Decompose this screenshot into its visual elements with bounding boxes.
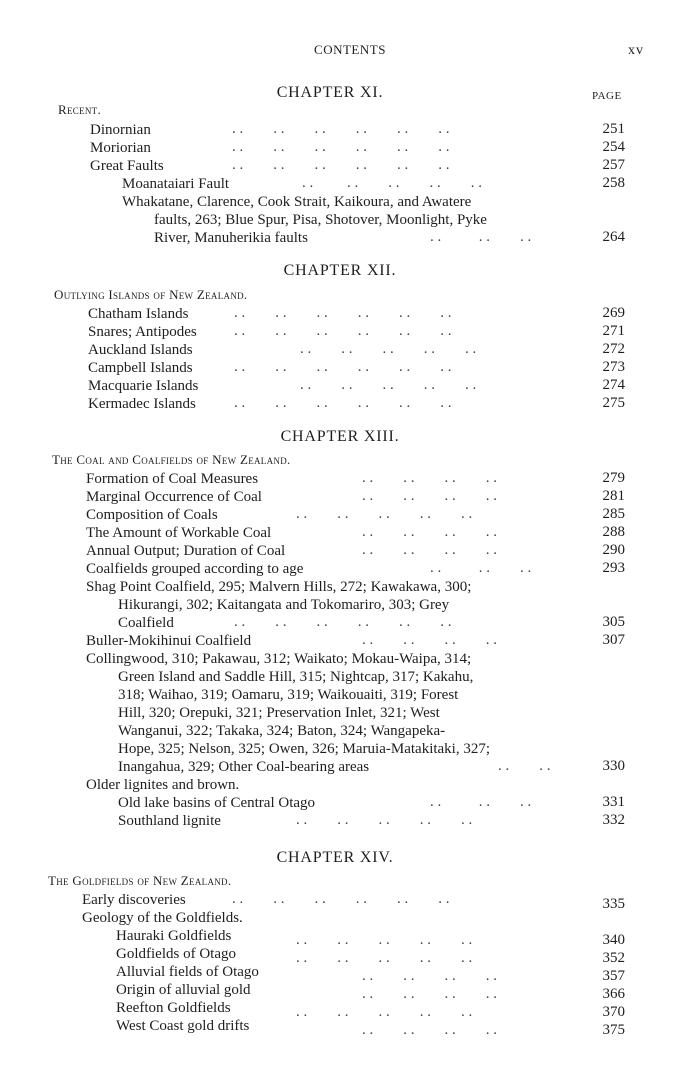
page-number: 275: [602, 395, 625, 411]
entry-auckland-islands: Auckland Islands: [88, 342, 193, 358]
page-number: 332: [602, 812, 625, 828]
entry-formation-of-coal-measures: Formation of Coal Measures: [86, 471, 259, 487]
leader-dots: . . . . . . . . . .: [302, 175, 482, 191]
leader-dots: . . . . . . . . . . . .: [234, 614, 452, 630]
entry-chatham-islands: Chatham Islands: [88, 306, 189, 322]
entry-amount-of-workable-coal: The Amount of Workable Coal: [86, 525, 272, 541]
page-number: 251: [602, 121, 625, 137]
page-number: 331: [602, 794, 625, 810]
page-number: 274: [602, 377, 625, 393]
section-goldfields: The Goldfields of New Zealand.: [48, 873, 232, 888]
entry-moanataiari-fault: Moanataiari Fault: [122, 176, 230, 192]
entry-whakatane-line-2: faults, 263; Blue Spur, Pisa, Shotover, Moonlight, Pyke: [154, 212, 487, 228]
page-number: 285: [602, 506, 625, 522]
leader-dots: . . . . . . . .: [362, 524, 497, 540]
chapter-xiv-title: CHAPTER XIV.: [276, 849, 394, 866]
entry-moriorian: Moriorian: [90, 140, 151, 156]
page-number: 335: [602, 896, 625, 912]
entry-coalfields-grouped-by-age: Coalfields grouped according to age: [86, 561, 304, 577]
leader-dots: . . . . . . . . . . . .: [234, 395, 452, 411]
chapter-xiii-title: CHAPTER XIII.: [280, 428, 400, 445]
entry-great-faults: Great Faults: [90, 158, 164, 174]
page-number: 279: [602, 470, 625, 486]
entry-collingwood-line-1: Collingwood, 310; Pakawau, 312; Waikato; Mokau-Waipa, 314;: [86, 651, 472, 667]
leader-dots: . . . . . . . . . .: [296, 1004, 473, 1020]
entry-hauraki-goldfields: Hauraki Goldfields: [116, 928, 232, 944]
page-number: 258: [602, 175, 625, 191]
leader-dots: . . . . . . . . . . . .: [234, 323, 452, 339]
leader-dots: . . . . . .: [430, 560, 532, 576]
leader-dots: . . . . . .: [430, 229, 532, 245]
leader-dots: . . . . . . . . . .: [296, 506, 473, 522]
leader-dots: . . . . . . . . . . . .: [232, 891, 450, 907]
entry-collingwood-line-6: Hope, 325; Nelson, 325; Owen, 326; Maruia-Matakitaki, 327;: [118, 741, 491, 757]
leader-dots: . . . . . . . . . .: [296, 812, 473, 828]
chapter-xi-title: CHAPTER XI.: [276, 84, 384, 101]
entry-macquarie-islands: Macquarie Islands: [88, 378, 199, 394]
leader-dots: . . . . . . . . . .: [300, 377, 477, 393]
entry-shag-point-line-2: Hikurangi, 302; Kaitangata and Tokomariro, 303; Grey: [118, 597, 450, 613]
leader-dots: . . . . . . . . . . . .: [232, 139, 450, 155]
leader-dots: . . . .: [498, 758, 551, 774]
section-recent: Recent.: [58, 102, 102, 117]
entry-whakatane-line-1: Whakatane, Clarence, Cook Strait, Kaikoura, and Awatere: [122, 194, 472, 210]
page-number: 281: [602, 488, 625, 504]
entry-collingwood-line-5: Wanganui, 322; Takaka, 324; Baton, 324; Wangapeka-: [118, 723, 446, 739]
leader-dots: . . . . . .: [430, 794, 532, 810]
page-number: 375: [602, 1022, 625, 1038]
leader-dots: . . . . . . . . . . . .: [234, 359, 452, 375]
leader-dots: . . . . . . . .: [362, 968, 497, 984]
entry-shag-point-line-1: Shag Point Coalfield, 295; Malvern Hills, 272; Kawakawa, 300;: [86, 579, 472, 595]
page-number: 290: [602, 542, 625, 558]
page-number: 293: [602, 560, 625, 576]
page-number: 257: [602, 157, 625, 173]
page-number: 271: [602, 323, 625, 339]
folio: xv: [628, 43, 644, 58]
leader-dots: . . . . . . . . . .: [296, 932, 473, 948]
page-number: 366: [602, 986, 625, 1002]
page-number: 273: [602, 359, 625, 375]
leader-dots: . . . . . . . . . . . .: [234, 305, 452, 321]
entry-collingwood-line-3: 318; Waihao, 319; Oamaru, 319; Waikouaiti, 319; Forest: [118, 687, 459, 703]
leader-dots: . . . . . . . .: [362, 632, 497, 648]
page-number: 370: [602, 1004, 625, 1020]
entry-campbell-islands: Campbell Islands: [88, 360, 193, 376]
page-number: 272: [602, 341, 625, 357]
page-number: 330: [602, 758, 625, 774]
leader-dots: . . . . . . . .: [362, 542, 497, 558]
entry-early-discoveries: Early discoveries: [82, 892, 186, 908]
entry-collingwood-line-7: Inangahua, 329; Other Coal-bearing areas: [118, 759, 370, 775]
page-number: 264: [602, 229, 625, 245]
entry-old-lake-basins: Old lake basins of Central Otago: [118, 795, 316, 811]
section-outlying-islands: Outlying Islands of New Zealand.: [54, 287, 248, 302]
entry-shag-point-line-3: Coalfield: [118, 615, 174, 631]
leader-dots: . . . . . . . .: [362, 470, 497, 486]
entry-southland-lignite: Southland lignite: [118, 813, 221, 829]
entry-collingwood-line-4: Hill, 320; Orepuki, 321; Preservation Inlet, 321; West: [118, 705, 440, 721]
leader-dots: . . . . . . . .: [362, 1022, 497, 1038]
entry-buller-mokihinui: Buller-Mokihinui Coalfield: [86, 633, 252, 649]
entry-goldfields-of-otago: Goldfields of Otago: [116, 946, 236, 962]
entry-collingwood-line-2: Green Island and Saddle Hill, 315; Nightcap, 317; Kakahu,: [118, 669, 474, 685]
page-number: 352: [602, 950, 625, 966]
entry-older-lignites: Older lignites and brown.: [86, 777, 240, 793]
page-number: 357: [602, 968, 625, 984]
entry-kermadec-islands: Kermadec Islands: [88, 396, 196, 412]
entry-origin-of-alluvial-gold: Origin of alluvial gold: [116, 982, 251, 998]
entry-west-coast-gold-drifts: West Coast gold drifts: [116, 1018, 250, 1034]
leader-dots: . . . . . . . .: [362, 488, 497, 504]
leader-dots: . . . . . . . .: [362, 986, 497, 1002]
entry-annual-output: Annual Output; Duration of Coal: [86, 543, 286, 559]
entry-reefton-goldfields: Reefton Goldfields: [116, 1000, 231, 1016]
page-number: 307: [602, 632, 625, 648]
entry-dinornian: Dinornian: [90, 122, 151, 138]
running-head: CONTENTS: [314, 42, 386, 57]
page-number: 269: [602, 305, 625, 321]
section-coal-and-coalfields: The Coal and Coalfields of New Zealand.: [52, 452, 291, 467]
chapter-xii-title: CHAPTER XII.: [283, 262, 397, 279]
entry-geology-of-goldfields: Geology of the Goldfields.: [82, 910, 243, 926]
leader-dots: . . . . . . . . . .: [296, 950, 473, 966]
leader-dots: . . . . . . . . . .: [300, 341, 477, 357]
page-number: 340: [602, 932, 625, 948]
entry-marginal-occurrence-of-coal: Marginal Occurrence of Coal: [86, 489, 262, 505]
leader-dots: . . . . . . . . . . . .: [232, 121, 450, 137]
entry-alluvial-fields-of-otago: Alluvial fields of Otago: [116, 964, 259, 980]
entry-snares-antipodes: Snares; Antipodes: [88, 324, 197, 340]
entry-composition-of-coals: Composition of Coals: [86, 507, 218, 523]
page-number: 288: [602, 524, 625, 540]
entry-whakatane-line-3: River, Manuherikia faults: [154, 230, 308, 246]
page-number: 254: [602, 139, 625, 155]
page-number: 305: [602, 614, 625, 630]
leader-dots: . . . . . . . . . . . .: [232, 157, 450, 173]
page-column-label: PAGE: [592, 90, 622, 102]
